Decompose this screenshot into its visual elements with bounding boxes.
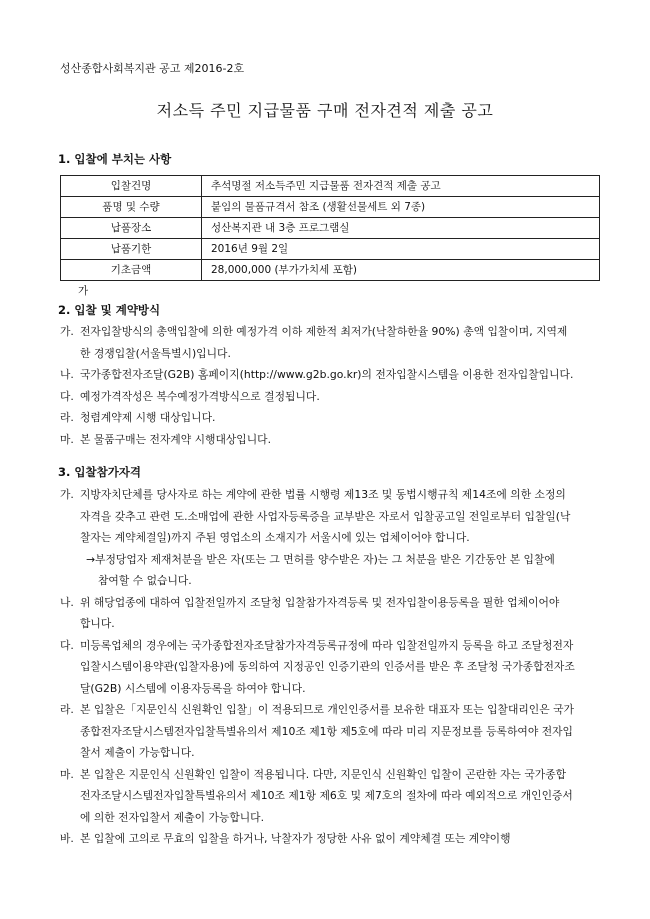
stray-mark: 가 — [78, 285, 89, 297]
row-value: 붙임의 물품규격서 참조 (생활선물세트 외 7종) — [202, 197, 600, 218]
list-item-marker: 가. — [60, 488, 74, 501]
row-label: 입찰건명 — [61, 176, 202, 197]
list-item-marker: 마. — [60, 432, 74, 446]
list-item — [60, 321, 600, 364]
list-item-marker: 라. — [60, 411, 74, 424]
list-item-line: 입찰시스템이용약관(입찰자용)에 동의하여 지정공인 인증기관의 인증서를 받은 후 조달청 국가종합전자조 — [80, 660, 575, 673]
list-item — [60, 764, 600, 829]
list-item — [60, 549, 600, 592]
list-item-line: 찰자는 계약체결일)까지 주된 영업소의 소재지가 서울시에 있는 업체이어야 합니다. — [80, 531, 470, 544]
list-item-line: 본 물품구매는 전자계약 시행대상입니다. — [80, 432, 272, 446]
row-value: 28,000,000 (부가가치세 포함) — [202, 260, 600, 281]
list-item — [60, 699, 600, 764]
table-row — [61, 197, 600, 218]
section-2-list — [60, 321, 600, 450]
list-item-line: 에 의한 전자입찰서 제출이 가능합니다. — [80, 810, 265, 824]
list-item — [60, 635, 600, 700]
list-item — [60, 386, 600, 408]
row-label: 품명 및 수량 — [61, 197, 202, 218]
table-row — [61, 176, 600, 197]
list-item — [60, 429, 600, 451]
list-item-line: 전자조달시스템전자입찰특별유의서 제10조 제1항 제6호 및 제7호의 절차에 따라 예외적으로 개인인증서 — [80, 789, 573, 802]
list-item — [60, 484, 600, 549]
list-item — [60, 592, 600, 635]
list-item-marker: 가. — [60, 325, 74, 338]
page-title: 저소득 주민 지급물품 구매 전자견적 제출 공고 — [156, 101, 494, 120]
list-item-marker: 마. — [60, 767, 74, 781]
list-item-marker: 라. — [60, 703, 74, 716]
section-2-heading: 2. 입찰 및 계약방식 — [58, 303, 161, 317]
list-item-line: 지방자치단체를 당사자로 하는 계약에 관한 법률 시행령 제13조 및 동법시행규칙 제14조에 의한 소정의 — [80, 488, 566, 501]
list-item-line: 종합전자조달시스템전자입찰특별유의서 제10조 제1항 제5호에 따라 미리 지문정보를 등록하여야 전자입 — [80, 724, 573, 738]
list-item-line: 청렴계약제 시행 대상입니다. — [80, 411, 216, 424]
list-item-line: 찰서 제출이 가능합니다. — [80, 746, 195, 759]
list-item-line: 위 해당업종에 대하여 입찰전일까지 조달청 입찰참가자격등록 및 전자입찰이용등록을 필한 업체이어야 — [80, 595, 560, 609]
row-label: 납품기한 — [61, 239, 202, 260]
table-row — [61, 239, 600, 260]
list-item-line: →부정당업자 제재처분을 받은 자(또는 그 면허를 양수받은 자)는 그 처분을 받은 기간동안 본 입찰에 — [86, 552, 555, 566]
list-item-line: 본 입찰에 고의로 무효의 입찰을 하거나, 낙찰자가 정당한 사유 없이 계약체결 또는 계약이행 — [80, 832, 511, 845]
bid-info-table — [60, 175, 600, 281]
list-item-line: 한 경쟁입찰(서울특별시)입니다. — [80, 346, 231, 360]
section-3-list — [60, 484, 600, 850]
list-item-line: 국가종합전자조달(G2B) 홈페이지(http://www.g2b.go.kr)의 전자입찰시스템을 이용한 전자입찰입니다. — [80, 368, 574, 381]
list-item-marker: 나. — [60, 368, 74, 381]
list-item-line: 본 입찰은「지문인식 신원확인 입찰」이 적용되므로 개인인증서를 보유한 대표자 또는 입찰대리인은 국가 — [80, 703, 574, 716]
list-item-line: 참여할 수 없습니다. — [98, 574, 192, 587]
row-value: 2016년 9월 2일 — [202, 239, 600, 260]
list-item-line: 합니다. — [80, 617, 115, 630]
list-item — [60, 364, 600, 386]
row-value: 성산복지관 내 3층 프로그램실 — [202, 218, 600, 239]
list-item — [60, 828, 600, 850]
section-1-heading: 1. 입찰에 부치는 사항 — [58, 152, 172, 166]
list-item-line: 자격을 갖추고 관련 도.소매업에 관한 사업자등록증을 교부받은 자로서 입찰공고일 전일로부터 입찰일(낙 — [80, 509, 571, 523]
list-item-marker: 나. — [60, 595, 74, 609]
row-label: 기초금액 — [61, 260, 202, 281]
list-item-line: 본 입찰은 지문인식 신원확인 입찰이 적용됩니다. 다만, 지문인식 신원확인 입찰이 곤란한 자는 국가종합 — [80, 767, 567, 781]
table-row — [61, 218, 600, 239]
notice-number: 성산종합사회복지관 공고 제2016-2호 — [60, 62, 245, 75]
list-item-line: 달(G2B) 시스템에 이용자등록을 하여야 합니다. — [80, 681, 306, 695]
table-row — [61, 260, 600, 281]
list-item-line: 전자입찰방식의 총액입찰에 의한 예정가격 이하 제한적 최저가(낙찰하한율 90%) 총액 입찰이며, 지역제 — [80, 325, 568, 338]
list-item-marker: 다. — [60, 638, 74, 652]
list-item-line: 미등록업체의 경우에는 국가종합전자조달참가자격등록규정에 따라 입찰전일까지 등록을 하고 조달청전자 — [80, 638, 574, 652]
list-item-line: 예정가격작성은 복수예정가격방식으로 결정됩니다. — [80, 389, 320, 403]
list-item-marker: 다. — [60, 389, 74, 403]
section-3-heading: 3. 입찰참가자격 — [58, 465, 142, 479]
list-item-marker: 바. — [60, 832, 74, 845]
row-value: 추석명절 저소득주민 지급물품 전자견적 제출 공고 — [202, 176, 600, 197]
list-item — [60, 407, 600, 429]
row-label: 납품장소 — [61, 218, 202, 239]
